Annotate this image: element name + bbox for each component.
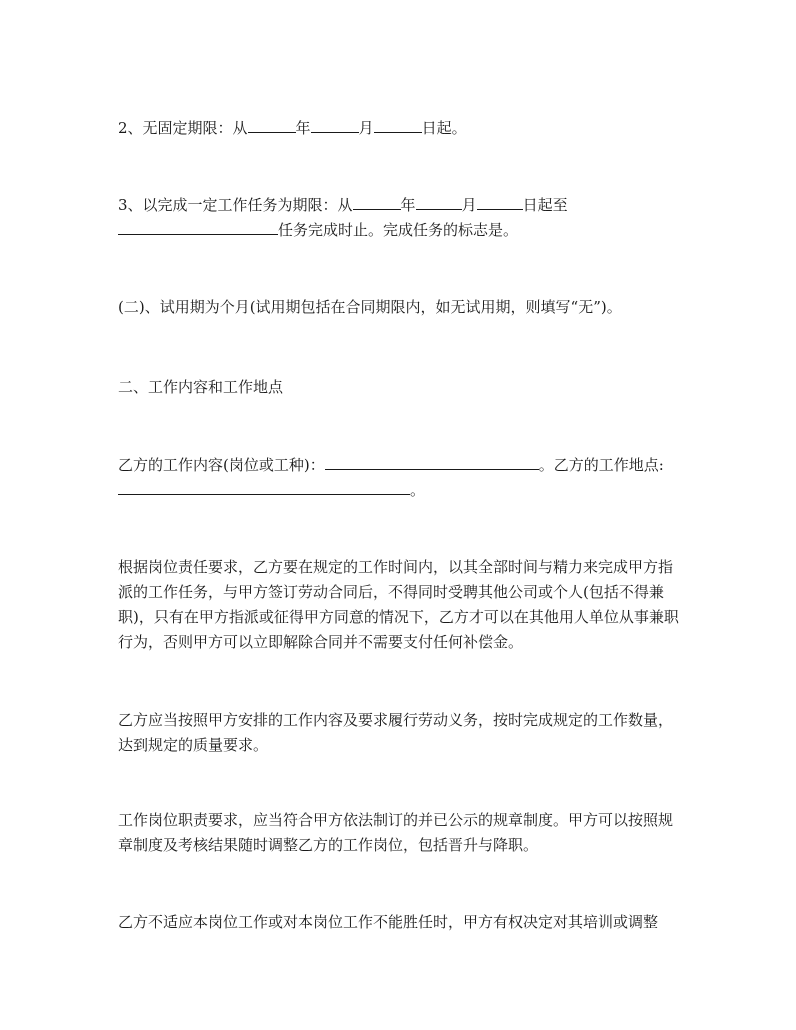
clause-text-end: 任务完成时止。完成任务的标志是。	[278, 221, 519, 239]
clause-text: 3、以完成一定工作任务为期限：从	[118, 196, 353, 214]
labor-obligation-paragraph: 乙方应当按照甲方安排的工作内容及要求履行劳动义务，按时完成规定的工作数量，达到规定的质量要求。	[118, 711, 674, 754]
year-blank[interactable]	[353, 195, 401, 210]
clause-text: 乙方的工作内容(岗位或工种)：	[118, 456, 325, 474]
clause-text-end: 。	[410, 481, 426, 499]
work-content-blank[interactable]	[325, 455, 539, 470]
day-label: 日起至	[522, 196, 568, 214]
clause-text: 2、无固定期限：从	[118, 119, 248, 137]
work-content-clause	[118, 453, 680, 503]
probation-clause: (二)、试用期为个月(试用期包括在合同期限内，如无试用期，则填写“无”)。	[118, 298, 622, 316]
post-responsibility-paragraph: 工作岗位职责要求，应当符合甲方依法制订的并已公示的规章制度。甲方可以按照规章制度及考核结果随时调整乙方的工作岗位，包括晋升与降职。	[118, 811, 674, 854]
month-label: 月	[358, 119, 374, 137]
day-label: 日起。	[421, 119, 467, 137]
day-blank[interactable]	[477, 195, 523, 210]
clause-task-term	[118, 193, 680, 243]
job-duty-paragraph: 根据岗位责任要求，乙方要在规定的工作时间内，以其全部时间与精力来完成甲方指派的工作任务，与甲方签订劳动合同后，不得同时受聘其他公司或个人(包括不得兼职)，只有在甲方指派或征得甲方同意的情况下，乙方才可以在其他用人单位从事兼职行为，否则甲方可以立即解除合同并不需要支付任何补偿金。	[118, 558, 679, 651]
task-blank[interactable]	[118, 220, 278, 235]
day-blank[interactable]	[374, 118, 422, 133]
year-blank[interactable]	[248, 118, 296, 133]
year-label: 年	[295, 119, 311, 137]
section-heading: 二、工作内容和工作地点	[118, 378, 284, 396]
year-label: 年	[400, 196, 416, 214]
month-blank[interactable]	[311, 118, 359, 133]
clause-text: 。乙方的工作地点:	[538, 456, 664, 474]
month-blank[interactable]	[416, 195, 462, 210]
clause-indefinite-term	[118, 116, 680, 141]
month-label: 月	[461, 196, 477, 214]
unsuitable-post-paragraph: 乙方不适应本岗位工作或对本岗位工作不能胜任时，甲方有权决定对其培训或调整	[118, 913, 659, 931]
work-location-blank[interactable]	[118, 480, 410, 495]
